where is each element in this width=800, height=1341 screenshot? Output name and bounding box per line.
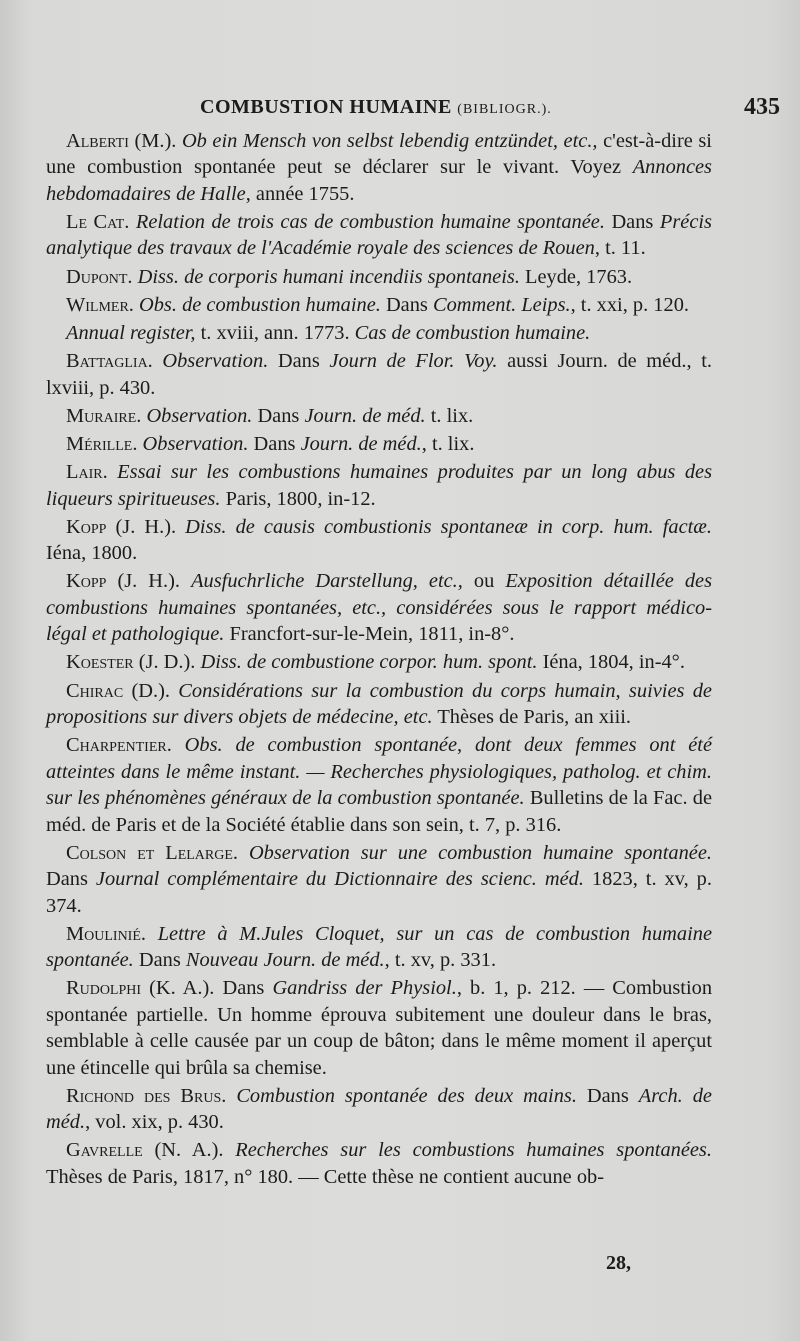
bibliography-entry: Gavrelle (N. A.). Recherches sur les combustions humaines spontanées. Thèses de Paris, 1817, n° 180. — Cette thèse ne contient aucune ob- — [46, 1139, 712, 1188]
bibliography-entry: Mérille. Observation. Dans Journ. de méd., t. lix. — [66, 433, 475, 456]
page-header — [0, 96, 800, 126]
bibliography-entry: Chirac (D.). Considérations sur la combustion du corps humain, suivies de propositions sur divers objets de médecine, etc. Thèses de Paris, an xiii. — [46, 679, 712, 729]
bibliography-entry: Charpentier. Obs. de combustion spontanée, dont deux femmes ont été atteintes dans le même instant. — Recherches physiologiques, patholog. et chim. sur les phénomènes généraux de la combustion spontanée. Bulletins de la Fac. de méd. de Paris et de la Société établie dans son sein, t. 7, p. 316. — [46, 734, 712, 836]
bibliography-entry: Dupont. Diss. de corporis humani incendiis spontaneis. Leyde, 1763. — [66, 265, 633, 288]
bibliography-entry: Koester (J. D.). Diss. de combustione corpor. hum. spont. Iéna, 1804, in-4°. — [66, 651, 685, 674]
bibliography-entry: Moulinié. Lettre à M.Jules Cloquet, sur un cas de combustion humaine spontanée. Dans Nouveau Journ. de méd., t. xv, p. 331. — [46, 922, 712, 972]
catchword: 28, — [606, 1252, 631, 1274]
bibliography-entry: Wilmer. Obs. de combustion humaine. Dans Comment. Leips., t. xxi, p. 120. — [66, 293, 689, 316]
bibliography-entry: Kopp (J. H.). Ausfuchrliche Darstellung, etc., ou Exposition détaillée des combustions humaines spontanées, etc., considérées sous le rapport médico-légal et pathologique. Francfort-sur-le-Mein, 1811, in-8°. — [46, 570, 713, 646]
running-head — [200, 96, 552, 119]
bibliography-entry: Muraire. Observation. Dans Journ. de méd. t. lix. — [66, 404, 474, 427]
bibliography-entry: Colson et Lelarge. Observation sur une combustion humaine spontanée. Dans Journal complémentaire du Dictionnaire des scienc. méd. 1823, t. xv, p. 374. — [46, 841, 712, 917]
bibliography-entry: Le Cat. Relation de trois cas de combustion humaine spontanée. Dans Précis analytique des travaux de l'Académie royale des sciences de Rouen, t. 11. — [46, 211, 712, 260]
bibliography-entry: Lair. Essai sur les combustions humaines produites par un long abus des liqueurs spiritueuses. Paris, 1800, in-12. — [46, 461, 712, 510]
bibliography-list — [46, 128, 712, 1190]
running-head-subtitle: (BIBLIOGR.). — [457, 102, 552, 117]
bibliography-entry: Richond des Brus. Combustion spontanée des deux mains. Dans Arch. de méd., vol. xix, p. 430. — [46, 1084, 712, 1134]
bibliography-entry: Alberti (M.). Ob ein Mensch von selbst lebendig entzündet, etc., c'est-à-dire si une combustion spontanée peut se déclarer sur le vivant. Voyez Annonces hebdomadaires de Halle, année 1755. — [46, 130, 712, 205]
bibliography-entry: Battaglia. Observation. Dans Journ de Flor. Voy. aussi Journ. de méd., t. lxviii, p. 430. — [46, 350, 712, 399]
bibliography-entry: Kopp (J. H.). Diss. de causis combustionis spontaneæ in corp. hum. factæ. Iéna, 1800. — [46, 515, 712, 565]
bibliography-entry: Rudolphi (K. A.). Dans Gandriss der Physiol., b. 1, p. 212. — Combustion spontanée partielle. Un homme éprouva subitement une douleur dans le bras, semblable à celle causée par un coup de bâton; dans le même moment il aperçut une étincelle qui brûla sa chemise. — [46, 977, 713, 1079]
page-number: 435 — [744, 94, 780, 120]
running-head-title: COMBUSTION HUMAINE — [200, 96, 452, 118]
bibliography-entry: Annual register, t. xviii, ann. 1773. Cas de combustion humaine. — [66, 322, 591, 345]
